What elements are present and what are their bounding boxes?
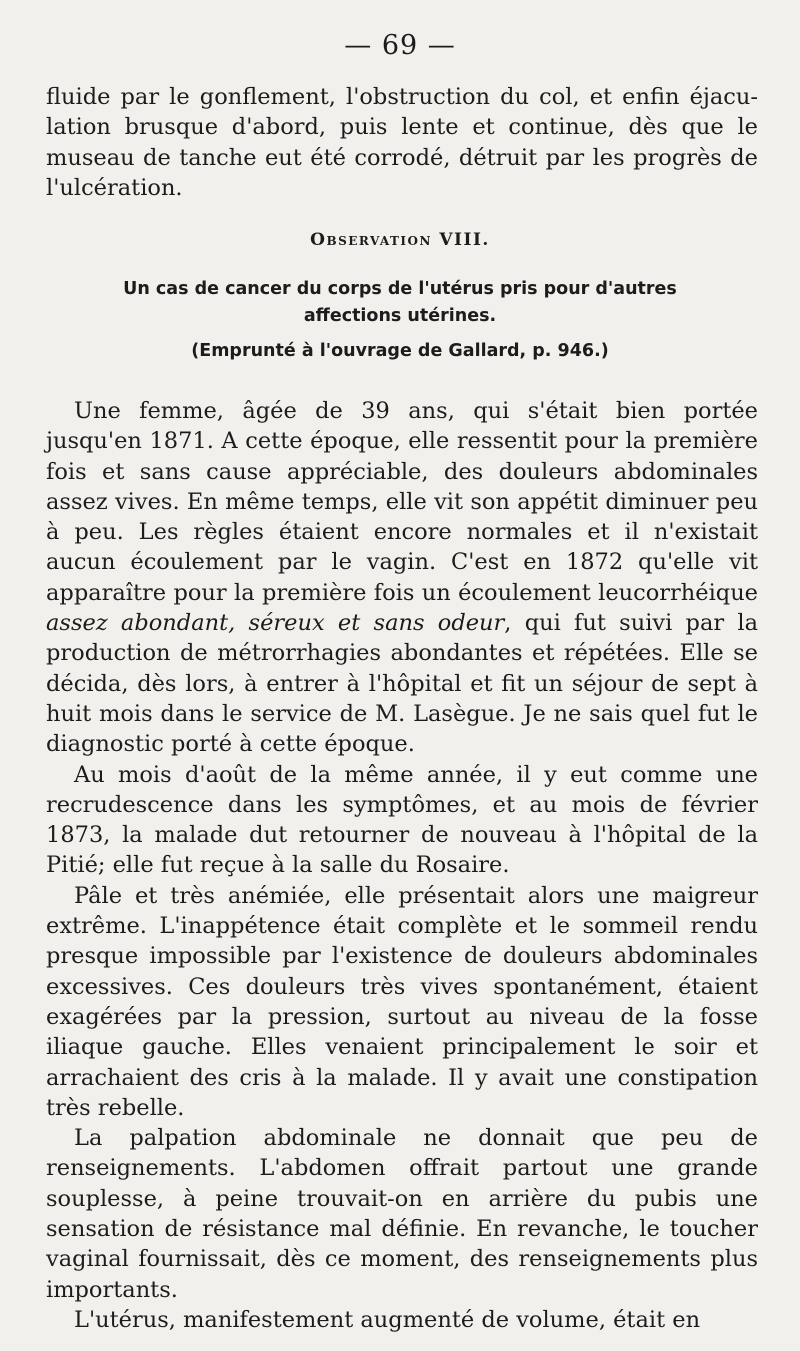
intro-line: l'ulcération.: [46, 174, 183, 201]
paragraph: L'utérus, manifestement augmenté de volume, était en: [74, 1306, 701, 1333]
intro-line: lation brusque d'abord, puis lente et continue, dès que le: [46, 114, 758, 141]
page-number: — 69 —: [344, 30, 456, 61]
paragraph-text: , qui fut suivi par la production de métrorrhagies abondantes et répétées. Elle se décida, dès lors, à entrer à l'hôpital et fit un séjour de sept à huit mois dans le service de M. Lasègue. Je ne sais quel fut le diagnostic porté à cette époque.: [46, 610, 758, 758]
intro-text: [46, 82, 758, 203]
body-text: [46, 396, 758, 1335]
paragraph: [46, 396, 758, 760]
subtitle-line: Un cas de cancer du corps de l'utérus pris pour d'autres: [123, 279, 677, 299]
observation-subtitle: [60, 276, 740, 330]
observation-heading: Observation VIII.: [310, 230, 490, 250]
paragraph-text: Une femme, âgée de 39 ans, qui s'était bien portée jusqu'en 1871. A cette époque, elle ressentit pour la première fois et sans cause appréciable, des douleurs abdominales assez vives. En même temps, elle vit son appétit diminuer peu à peu. Les règles étaient encore normales et il n'existait aucun écoulement par le vagin. C'est en 1872 qu'elle vit apparaître pour la première fois un écoulement leucorrhéique: [46, 398, 758, 606]
source-citation: (Emprunté à l'ouvrage de Gallard, p. 946.): [191, 341, 609, 361]
intro-line: fluide par le gonflement, l'obstruction du col, et enfin éjacu-: [46, 84, 758, 110]
subtitle-line: affections utérines.: [303, 306, 497, 326]
paragraph: Au mois d'août de la même année, il y eut comme une recrudescence dans les symptômes, et au mois de février 1873, la malade dut retourner de nouveau à l'hôpital de la Pitié; elle fut reçue à la salle du Rosaire.: [46, 761, 758, 879]
intro-line: museau de tanche eut été corrodé, détruit par les progrès de: [46, 144, 758, 171]
italic-phrase: assez abondant, séreux et sans odeur: [46, 610, 505, 637]
paragraph: La palpation abdominale ne donnait que peu de renseignements. L'abdomen offrait partout une grande souplesse, à peine trouvait-on en arrière du pubis une sensation de résistance mal définie. En revanche, le toucher vaginal fournissait, dès ce moment, des renseignements plus importants.: [46, 1125, 758, 1303]
paragraph: Pâle et très anémiée, elle présentait alors une maigreur extrême. L'inappétence était complète et le sommeil rendu presque impossible par l'existence de douleurs abdominales excessives. Ces douleurs très vives spontanément, étaient exagérées par la pression, surtout au niveau de la fosse iliaque gauche. Elles venaient principalement le soir et arrachaient des cris à la malade. Il y avait une constipation très rebelle.: [46, 882, 758, 1121]
